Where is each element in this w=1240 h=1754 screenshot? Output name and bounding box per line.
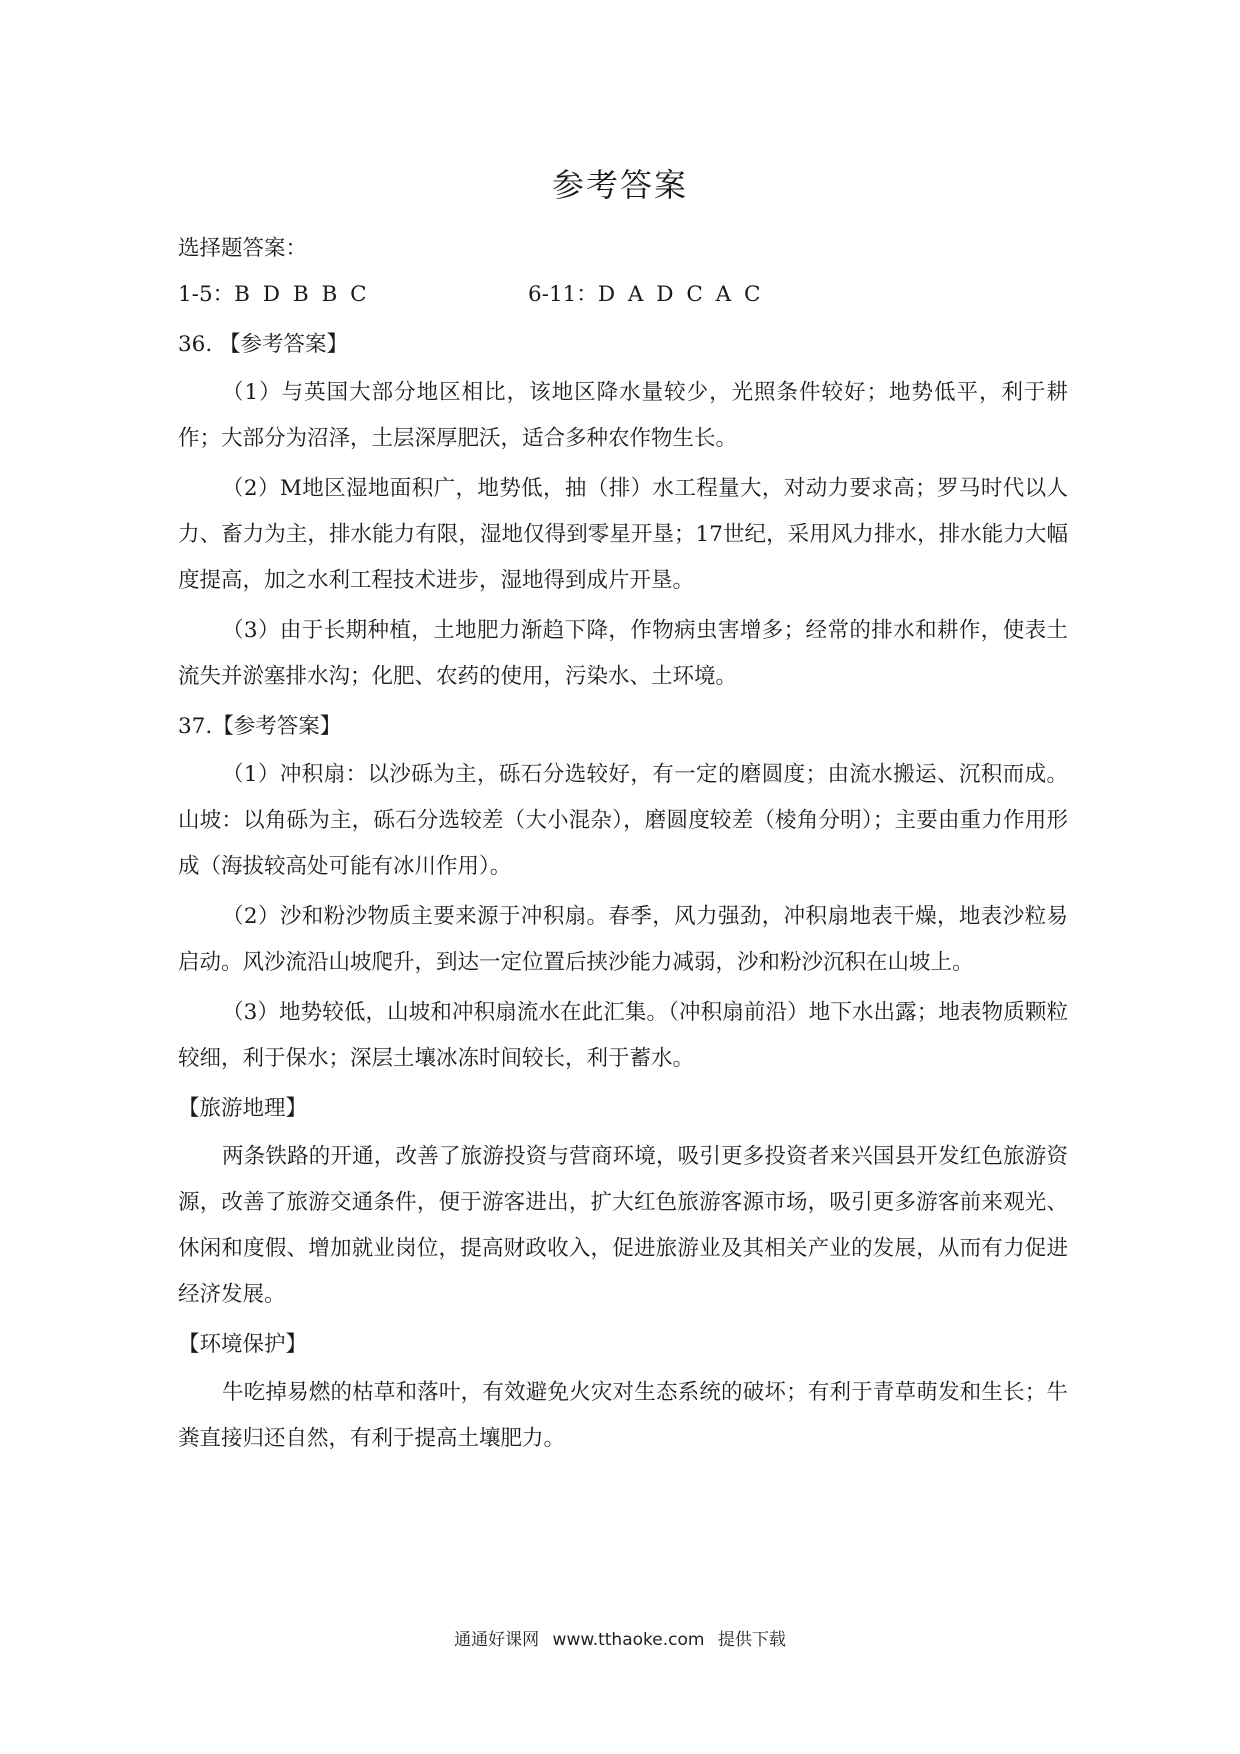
choice-heading: 选择题答案：	[178, 236, 308, 261]
choice-group-1	[178, 272, 528, 318]
q36-answer-3: （3）由于长期种植，土地肥力渐趋下降，作物病虫害增多；经常的排水和耕作，使表土流失并淤塞排水沟；化肥、农药的使用，污染水、土环境。	[178, 618, 1068, 689]
q37-answer-1: （1）冲积扇：以沙砾为主，砾石分选较好，有一定的磨圆度；由流水搬运、沉积而成。山坡：以角砾为主，砾石分选较差（大小混杂），磨圆度较差（棱角分明）；主要由重力作用形成（海拔较高处可能有冰川作用）。	[178, 762, 1068, 879]
page-footer	[0, 1625, 1240, 1650]
choice-range: 1-5：	[178, 282, 235, 307]
choice-answers-row	[178, 272, 1068, 318]
q36-answer-2: （2）M地区湿地面积广，地势低，抽（排）水工程量大，对动力要求高；罗马时代以人力、畜力为主，排水能力有限，湿地仅得到零星开垦；17世纪，采用风力排水，排水能力大幅度提高，加之水利工程技术进步，湿地得到成片开垦。	[178, 476, 1068, 593]
q37-answer-2: （2）沙和粉沙物质主要来源于冲积扇。春季，风力强劲，冲积扇地表干燥，地表沙粒易启动。风沙流沿山坡爬升，到达一定位置后挟沙能力减弱，沙和粉沙沉积在山坡上。	[178, 904, 1068, 975]
q36-answer-1: （1）与英国大部分地区相比，该地区降水量较少，光照条件较好；地势低平，利于耕作；大部分为沼泽，土层深厚肥沃，适合多种农作物生长。	[178, 380, 1068, 451]
choice-answers: D A D C A C	[597, 282, 764, 307]
q37-answer-3: （3）地势较低，山坡和冲积扇流水在此汇集。（冲积扇前沿）地下水出露；地表物质颗粒较细，利于保水；深层土壤冰冻时间较长，利于蓄水。	[178, 1000, 1068, 1071]
tourism-answer: 两条铁路的开通，改善了旅游投资与营商环境，吸引更多投资者来兴国县开发红色旅游资源，改善了旅游交通条件，便于游客进出，扩大红色旅游客源市场，吸引更多游客前来观光、休闲和度假、增加就业岗位，提高财政收入，促进旅游业及其相关产业的发展，从而有力促进经济发展。	[178, 1144, 1068, 1307]
q37-heading: 37.【参考答案】	[178, 714, 342, 739]
environment-answer: 牛吃掉易燃的枯草和落叶，有效避免火灾对生态系统的破坏；有利于青草萌发和生长；牛粪直接归还自然，有利于提高土壤肥力。	[178, 1380, 1068, 1451]
footer-suffix: 提供下载	[717, 1630, 786, 1650]
q36-heading: 36. 【参考答案】	[178, 332, 349, 357]
choice-answers: B D B B C	[234, 282, 370, 307]
footer-url: www.tthaoke.com	[552, 1630, 705, 1650]
choice-group-2	[528, 272, 763, 318]
tourism-heading: 【旅游地理】	[178, 1096, 308, 1121]
choice-range: 6-11：	[528, 282, 598, 307]
document-body	[178, 226, 1068, 1466]
page-title: 参考答案	[551, 166, 688, 204]
footer-site-name: 通通好课网	[454, 1630, 540, 1650]
environment-heading: 【环境保护】	[178, 1332, 308, 1357]
